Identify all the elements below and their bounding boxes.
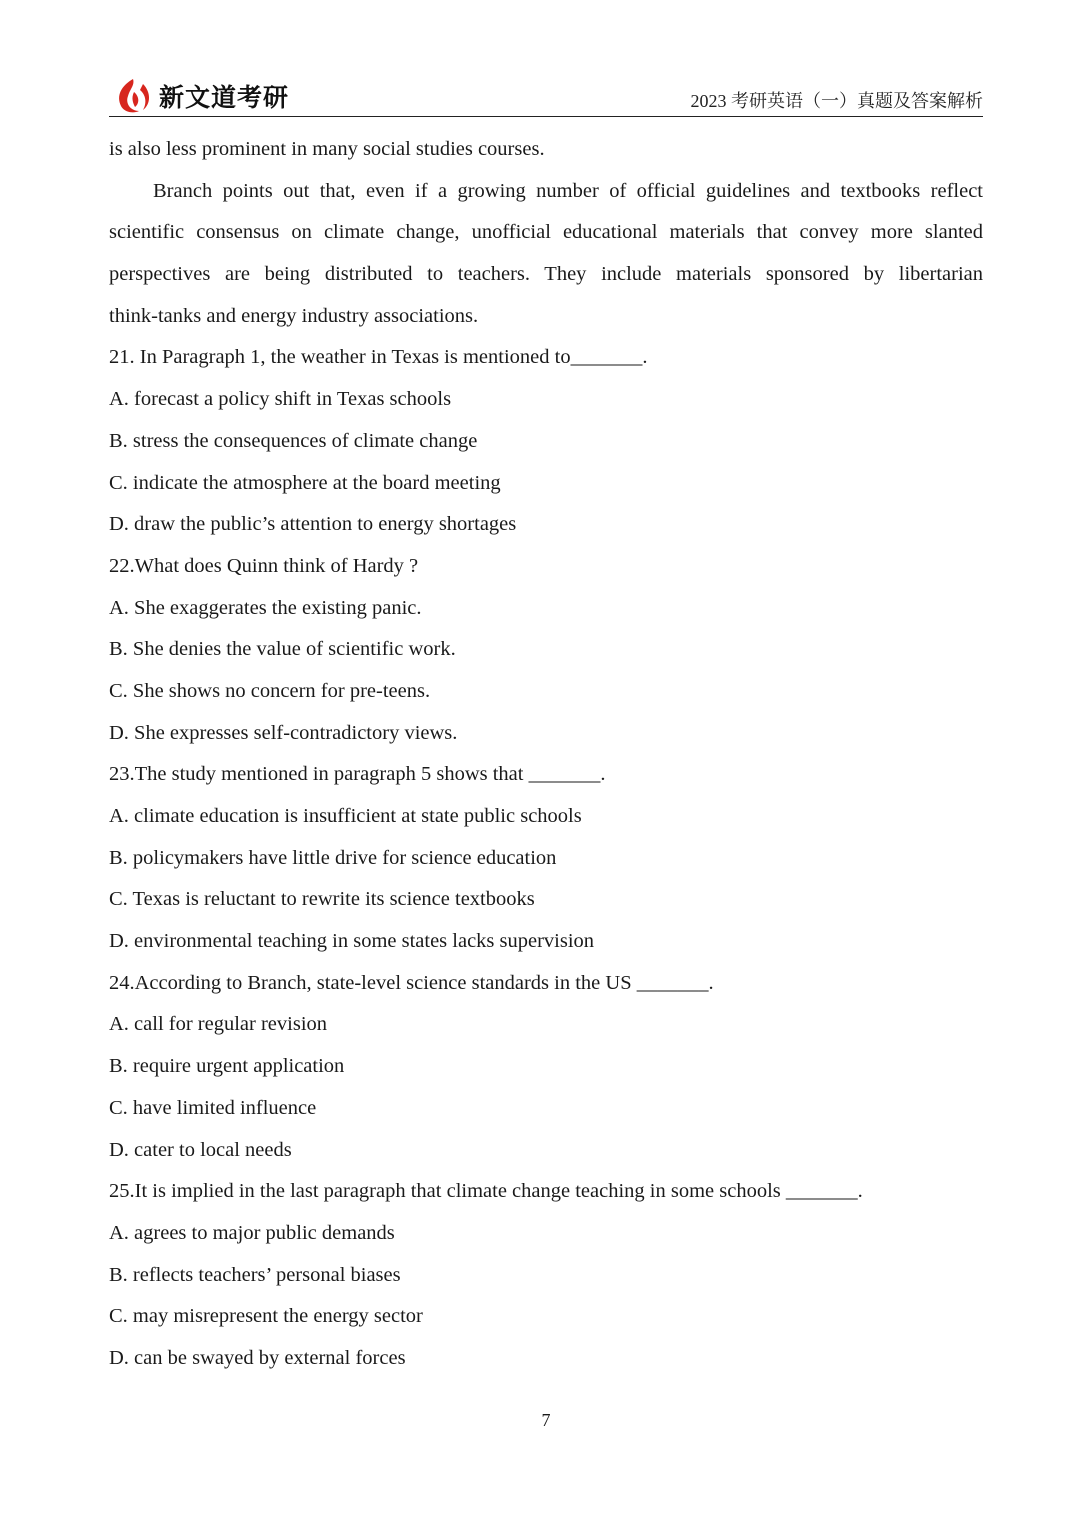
option-23-d: D. environmental teaching in some states lacks supervision [109, 930, 595, 953]
passage-line: scientific consensus on climate change, unofficial educational materials that convey more slanted [109, 221, 983, 244]
question-stem-23: 23.The study mentioned in paragraph 5 shows that _______. [109, 763, 606, 786]
option-21-c: C. indicate the atmosphere at the board meeting [109, 471, 501, 494]
option-23-c: C. Texas is reluctant to rewrite its science textbooks [109, 888, 535, 911]
passage-line: Branch points out that, even if a growing number of official guidelines and textbooks reflect [153, 179, 983, 202]
question-stem-24: 24.According to Branch, state-level science standards in the US _______. [109, 971, 714, 994]
header-title: 2023 考研英语（一）真题及答案解析 [690, 91, 983, 111]
option-22-c: C. She shows no concern for pre-teens. [109, 679, 431, 702]
option-22-b: B. She denies the value of scientific work. [109, 638, 456, 661]
option-21-d: D. draw the public’s attention to energy shortages [109, 513, 517, 536]
logo-text: 新文道考研 [159, 83, 290, 112]
page-header [109, 70, 983, 117]
brand-logo [113, 76, 289, 116]
question-stem-21: 21. In Paragraph 1, the weather in Texas is mentioned to_______. [109, 346, 648, 369]
passage-line: is also less prominent in many social studies courses. [109, 138, 545, 160]
option-22-d: D. She expresses self-contradictory views. [109, 721, 458, 744]
option-25-a: A. agrees to major public demands [109, 1221, 395, 1244]
flame-logo-icon [113, 76, 153, 116]
option-25-c: C. may misrepresent the energy sector [109, 1305, 423, 1328]
option-24-b: B. require urgent application [109, 1055, 345, 1078]
question-stem-25: 25.It is implied in the last paragraph that climate change teaching in some schools _______. [109, 1180, 863, 1203]
question-stem-22: 22.What does Quinn think of Hardy ? [109, 554, 419, 577]
option-21-a: A. forecast a policy shift in Texas schools [109, 388, 452, 411]
option-22-a: A. She exaggerates the existing panic. [109, 596, 422, 619]
option-25-b: B. reflects teachers’ personal biases [109, 1263, 401, 1286]
option-24-a: A. call for regular revision [109, 1013, 328, 1036]
option-23-b: B. policymakers have little drive for science education [109, 846, 557, 869]
option-23-a: A. climate education is insufficient at state public schools [109, 805, 582, 827]
option-21-b: B. stress the consequences of climate change [109, 429, 478, 452]
page-number: 7 [541, 1410, 551, 1430]
option-24-d: D. cater to local needs [109, 1138, 292, 1161]
option-25-d: D. can be swayed by external forces [109, 1346, 406, 1369]
option-24-c: C. have limited influence [109, 1096, 317, 1119]
passage-line: perspectives are being distributed to teachers. They include materials sponsored by libertarian [109, 263, 983, 286]
passage-line: think-tanks and energy industry associations. [109, 304, 479, 327]
page-content [109, 129, 983, 1380]
